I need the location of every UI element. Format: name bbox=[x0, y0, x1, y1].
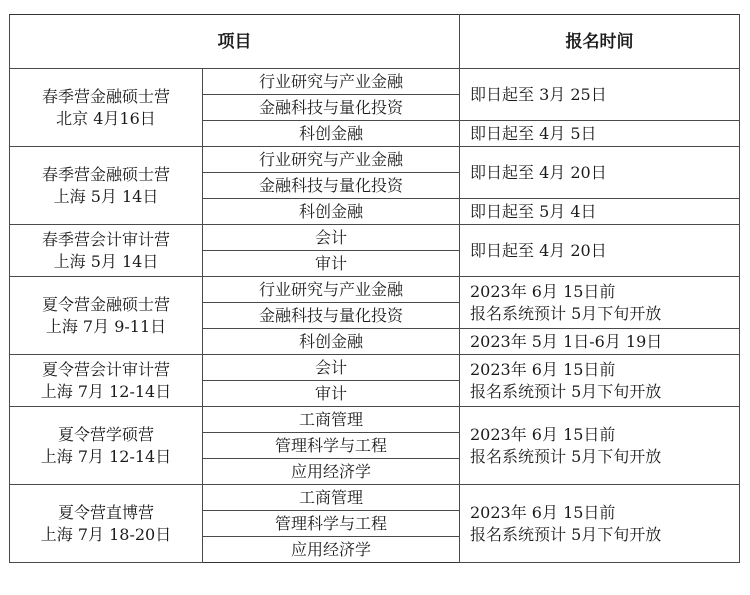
group-name: 春季营会计审计营 bbox=[41, 229, 170, 249]
time-cell bbox=[460, 69, 740, 121]
group-location-date: 上海 5月 14日 bbox=[53, 186, 159, 206]
group-name: 春季营金融硕士营 bbox=[41, 164, 170, 184]
item-cell: 科创金融 bbox=[203, 199, 460, 225]
group-cell bbox=[10, 277, 203, 355]
time-line: 即日起至 3月 25日 bbox=[470, 84, 607, 104]
item-cell: 科创金融 bbox=[203, 329, 460, 355]
time-cell bbox=[460, 485, 740, 563]
item-cell: 应用经济学 bbox=[203, 537, 460, 563]
time-cell bbox=[460, 277, 740, 329]
time-line: 即日起至 5月 4日 bbox=[470, 201, 597, 221]
group-location-date: 上海 7月 12-14日 bbox=[40, 446, 172, 466]
schedule-table bbox=[9, 14, 740, 563]
time-cell bbox=[460, 199, 740, 225]
item-cell: 科创金融 bbox=[203, 121, 460, 147]
item-cell: 金融科技与量化投资 bbox=[203, 303, 460, 329]
time-cell bbox=[460, 355, 740, 407]
table-row bbox=[10, 225, 740, 251]
item-cell: 行业研究与产业金融 bbox=[203, 277, 460, 303]
time-cell bbox=[460, 407, 740, 485]
time-line: 报名系统预计 5月下旬开放 bbox=[470, 303, 662, 323]
time-line: 报名系统预计 5月下旬开放 bbox=[470, 381, 662, 401]
table-row bbox=[10, 69, 740, 95]
group-cell bbox=[10, 69, 203, 147]
group-cell bbox=[10, 407, 203, 485]
time-line: 2023年 6月 15日前 bbox=[470, 281, 616, 301]
item-cell: 金融科技与量化投资 bbox=[203, 95, 460, 121]
table-row bbox=[10, 355, 740, 381]
item-cell: 会计 bbox=[203, 355, 460, 381]
time-line: 报名系统预计 5月下旬开放 bbox=[470, 524, 662, 544]
group-name: 夏令营会计审计营 bbox=[41, 359, 170, 379]
time-cell bbox=[460, 225, 740, 277]
time-line: 2023年 5月 1日-6月 19日 bbox=[470, 331, 663, 351]
group-name: 夏令营直博营 bbox=[57, 502, 154, 522]
time-line: 2023年 6月 15日前 bbox=[470, 359, 616, 379]
time-line: 报名系统预计 5月下旬开放 bbox=[470, 446, 662, 466]
item-cell: 工商管理 bbox=[203, 407, 460, 433]
group-cell bbox=[10, 147, 203, 225]
item-cell: 应用经济学 bbox=[203, 459, 460, 485]
item-cell: 工商管理 bbox=[203, 485, 460, 511]
header-project: 项目 bbox=[10, 15, 460, 69]
time-line: 即日起至 4月 20日 bbox=[470, 240, 607, 260]
time-line: 即日起至 4月 20日 bbox=[470, 162, 607, 182]
item-cell: 会计 bbox=[203, 225, 460, 251]
group-cell bbox=[10, 355, 203, 407]
header-row bbox=[10, 15, 740, 69]
table-row bbox=[10, 277, 740, 303]
group-location-date: 上海 5月 14日 bbox=[53, 251, 159, 271]
time-cell bbox=[460, 147, 740, 199]
time-line: 2023年 6月 15日前 bbox=[470, 424, 616, 444]
group-location-date: 北京 4月16日 bbox=[56, 108, 156, 128]
table-row bbox=[10, 147, 740, 173]
item-cell: 管理科学与工程 bbox=[203, 511, 460, 537]
time-line: 2023年 6月 15日前 bbox=[470, 502, 616, 522]
time-cell bbox=[460, 121, 740, 147]
group-location-date: 上海 7月 9-11日 bbox=[45, 316, 167, 336]
table-row bbox=[10, 485, 740, 511]
time-cell bbox=[460, 329, 740, 355]
group-name: 夏令营学硕营 bbox=[57, 424, 154, 444]
item-cell: 管理科学与工程 bbox=[203, 433, 460, 459]
item-cell: 审计 bbox=[203, 381, 460, 407]
group-cell bbox=[10, 225, 203, 277]
group-name: 夏令营金融硕士营 bbox=[41, 294, 170, 314]
header-time: 报名时间 bbox=[460, 15, 740, 69]
group-cell bbox=[10, 485, 203, 563]
group-name: 春季营金融硕士营 bbox=[41, 86, 170, 106]
item-cell: 金融科技与量化投资 bbox=[203, 173, 460, 199]
item-cell: 审计 bbox=[203, 251, 460, 277]
item-cell: 行业研究与产业金融 bbox=[203, 69, 460, 95]
group-location-date: 上海 7月 18-20日 bbox=[40, 524, 172, 544]
table-row bbox=[10, 407, 740, 433]
schedule-body bbox=[10, 69, 740, 563]
group-location-date: 上海 7月 12-14日 bbox=[40, 381, 172, 401]
item-cell: 行业研究与产业金融 bbox=[203, 147, 460, 173]
time-line: 即日起至 4月 5日 bbox=[470, 123, 597, 143]
